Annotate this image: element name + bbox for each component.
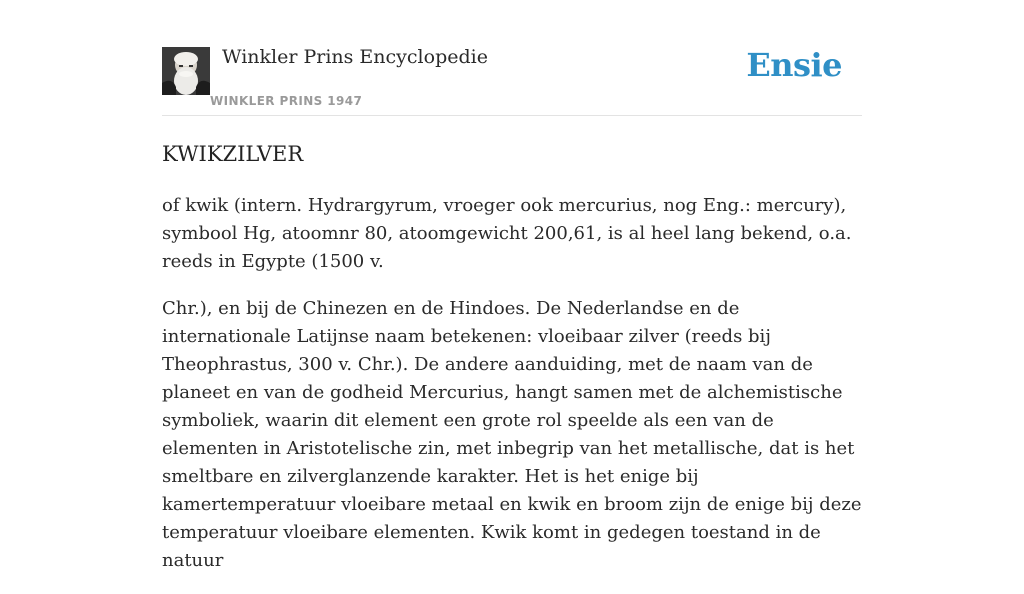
article-title: KWIKZILVER [162, 142, 304, 166]
bearded-man-icon [162, 47, 210, 95]
site-title[interactable]: Winkler Prins Encyclopedie [222, 46, 488, 68]
ensie-logo[interactable]: Ensie [746, 46, 842, 84]
article-paragraph: Chr.), en bij de Chinezen en de Hindoes. De Nederlandse en de internationale Latijnse naam betekenen: vloeibaar zilver (reeds bij Theophrastus, 300 v. Chr.). De andere aanduiding, met de naam van de planeet en van de godheid Mercurius, hangt samen met de alchemistische symboliek, waarin dit element een grote rol speelde als een van de elementen in Aristotelische zin, met inbegrip van het metallische, dat is het smeltbare en zilverglanzende karakter. Het is het enige bij kamertemperatuur vloeibare metaal en kwik en broom zijn de enige bij deze temperatuur vloeibare elementen. Kwik komt in gedegen toestand in de natuur [162, 298, 862, 571]
site-header [162, 0, 862, 116]
article-body [162, 192, 862, 594]
author-avatar [162, 47, 210, 95]
edition-label: WINKLER PRINS 1947 [210, 94, 363, 108]
article-paragraph: of kwik (intern. Hydrargyrum, vroeger ook mercurius, nog Eng.: mercury), symbool Hg, atoomnr 80, atoomgewicht 200,61, is al heel lang bekend, o.a. reeds in Egypte (1500 v. [162, 195, 852, 272]
page-container [162, 0, 862, 571]
